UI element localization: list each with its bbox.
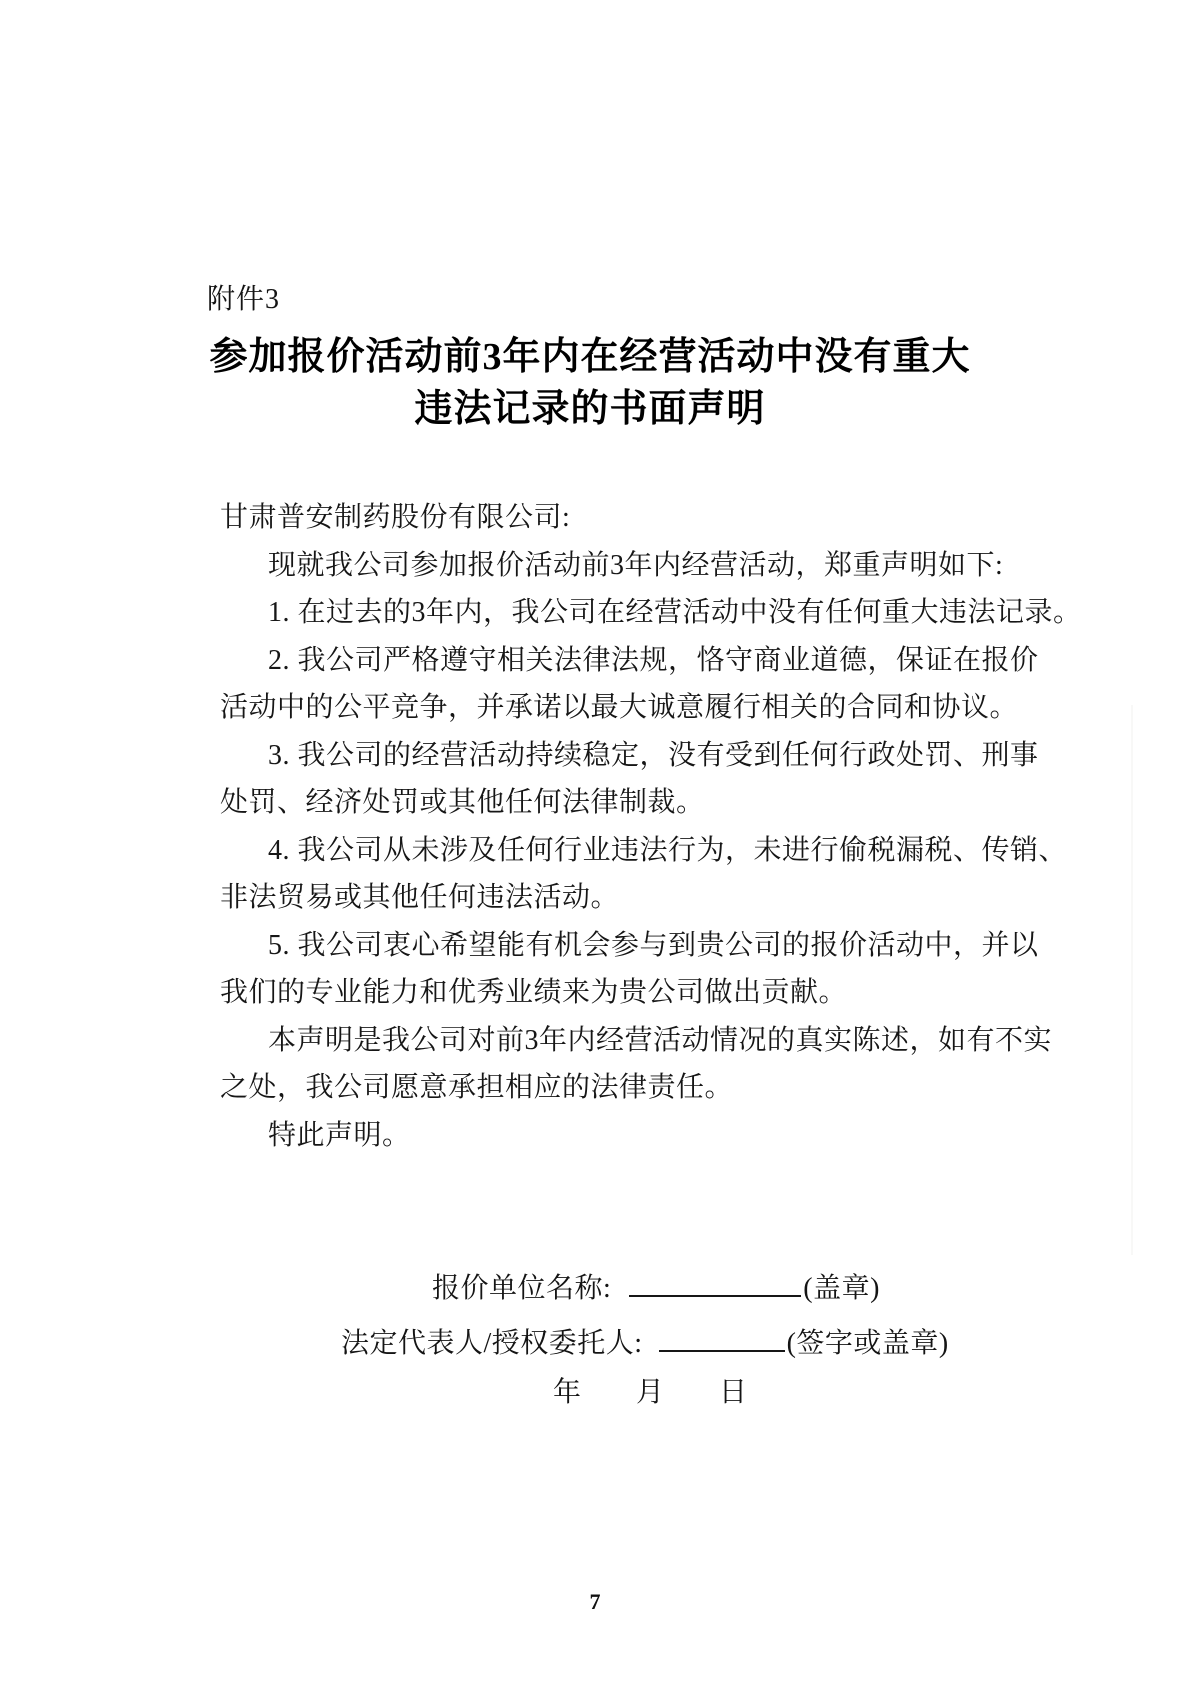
intro-line: 现就我公司参加报价活动前3年内经营活动，郑重声明如下: (268, 549, 1004, 581)
item-5-line-2: 我们的专业能力和优秀业绩来为贵公司做出贡献。 (220, 977, 848, 1008)
representative-sign-suffix: (签字或盖章) (786, 1328, 949, 1359)
item-3-line-1: 3. 我公司的经营活动持续稳定，没有受到任何行政处罚、刑事 (268, 739, 1039, 771)
org-name-label: 报价单位名称: (432, 1273, 612, 1304)
org-seal-suffix: (盖章) (803, 1273, 880, 1304)
org-name-blank-line (629, 1265, 801, 1297)
item-3-line-2: 处罚、经济处罚或其他任何法律制裁。 (220, 787, 705, 818)
item-1-line: 1. 在过去的3年内，我公司在经营活动中没有任何重大违法记录。 (268, 597, 1082, 628)
title-line-2: 违法记录的书面声明 (414, 388, 766, 430)
declaration-body (220, 494, 1082, 1159)
item-4-line-1: 4. 我公司从未涉及任何行业违法行为，未进行偷税漏税、传销、 (268, 834, 1068, 866)
closing-line-1: 本声明是我公司对前3年内经营活动情况的真实陈述，如有不实 (268, 1024, 1053, 1056)
date-day-label: 日 (719, 1377, 748, 1408)
date-month-label: 月 (636, 1377, 665, 1408)
signature-org-line (432, 1265, 880, 1309)
item-2-line-2: 活动中的公平竞争，并承诺以最大诚意履行相关的合同和协议。 (220, 692, 1019, 723)
representative-blank-line (659, 1320, 785, 1352)
closing-line-2: 之处，我公司愿意承担相应的法律责任。 (220, 1072, 734, 1103)
scan-artifact (1131, 705, 1133, 1255)
signature-representative-line (341, 1320, 949, 1364)
salutation-line: 甘肃普安制药股份有限公司: (220, 502, 571, 533)
date-line (553, 1373, 748, 1413)
item-5-line-1: 5. 我公司衷心希望能有机会参与到贵公司的报价活动中，并以 (268, 929, 1039, 961)
document-title (205, 331, 975, 435)
page-number: 7 (589, 1589, 601, 1614)
hereby-declare-line: 特此声明。 (268, 1119, 411, 1151)
representative-label: 法定代表人/授权委托人: (341, 1328, 643, 1359)
attachment-label: 附件3 (207, 284, 281, 315)
date-year-label: 年 (553, 1377, 582, 1408)
title-line-1: 参加报价活动前3年内在经营活动中没有重大 (209, 336, 971, 378)
item-4-line-2: 非法贸易或其他任何违法活动。 (220, 882, 620, 913)
item-2-line-1: 2. 我公司严格遵守相关法律法规，恪守商业道德，保证在报价 (268, 644, 1039, 676)
